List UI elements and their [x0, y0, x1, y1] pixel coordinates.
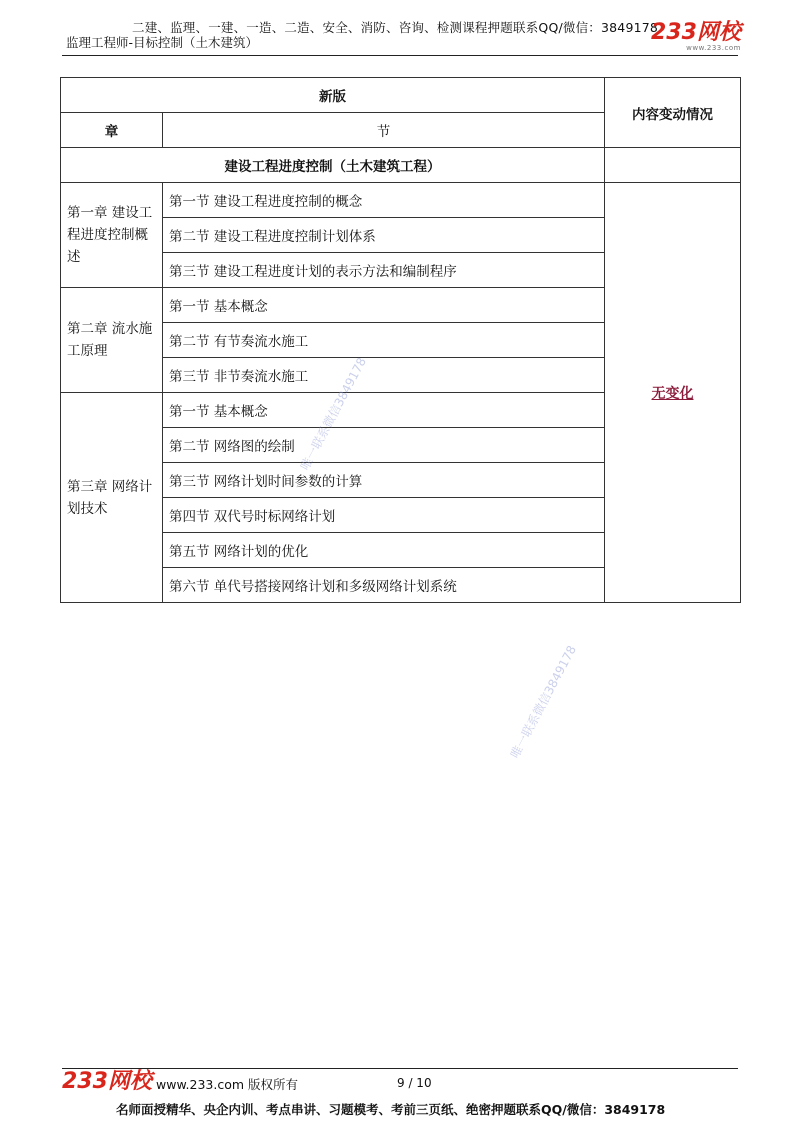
chapter-1: 第一章 建设工程进度控制概述	[61, 183, 163, 288]
page-number: 9 / 10	[397, 1076, 432, 1090]
syllabus-table	[60, 77, 741, 603]
column-chapter: 章	[61, 113, 163, 148]
watermark-text: 唯一联系微信3849178	[507, 643, 580, 761]
section-row: 第一节 基本概念	[163, 393, 605, 428]
watermark-text: 唯一联系微信3849178	[297, 355, 370, 473]
subject-change-cell	[605, 148, 741, 183]
section-row: 第二节 网络图的绘制	[163, 428, 605, 463]
section-row: 第三节 非节奏流水施工	[163, 358, 605, 393]
footer-contact-line: 名师面授精华、央企内训、考点串讲、习题模考、考前三页纸、绝密押题联系QQ/微信：3849178	[116, 1102, 666, 1117]
header-contact-line: 二建、监理、一建、一造、二造、安全、消防、咨询、检测课程押题联系QQ/微信：3849178	[132, 20, 659, 35]
brand-logo-text: 233网校	[651, 20, 741, 45]
footer-copyright: www.233.com 版权所有	[156, 1077, 298, 1092]
header-content-change: 内容变动情况	[605, 78, 741, 148]
brand-logo-url: www.233.com	[686, 44, 741, 52]
header-new-version: 新版	[61, 78, 605, 113]
section-row: 第一节 基本概念	[163, 288, 605, 323]
section-row: 第四节 双代号时标网络计划	[163, 498, 605, 533]
header-divider	[62, 55, 738, 56]
section-row: 第六节 单代号搭接网络计划和多级网络计划系统	[163, 568, 605, 603]
change-status: 无变化	[605, 183, 741, 603]
section-row: 第三节 建设工程进度计划的表示方法和编制程序	[163, 253, 605, 288]
section-row: 第二节 有节奏流水施工	[163, 323, 605, 358]
subject-title: 建设工程进度控制（土木建筑工程）	[61, 148, 605, 183]
chapter-2: 第二章 流水施工原理	[61, 288, 163, 393]
column-section: 节	[163, 113, 605, 148]
section-row: 第三节 网络计划时间参数的计算	[163, 463, 605, 498]
document-subtitle: 监理工程师-目标控制（土木建筑）	[66, 35, 259, 50]
brand-logo	[651, 22, 741, 52]
section-row: 第五节 网络计划的优化	[163, 533, 605, 568]
footer-logo: 233网校	[62, 1069, 152, 1094]
section-row: 第二节 建设工程进度控制计划体系	[163, 218, 605, 253]
section-row: 第一节 建设工程进度控制的概念	[163, 183, 605, 218]
footer-divider	[62, 1068, 738, 1069]
chapter-3: 第三章 网络计划技术	[61, 393, 163, 603]
